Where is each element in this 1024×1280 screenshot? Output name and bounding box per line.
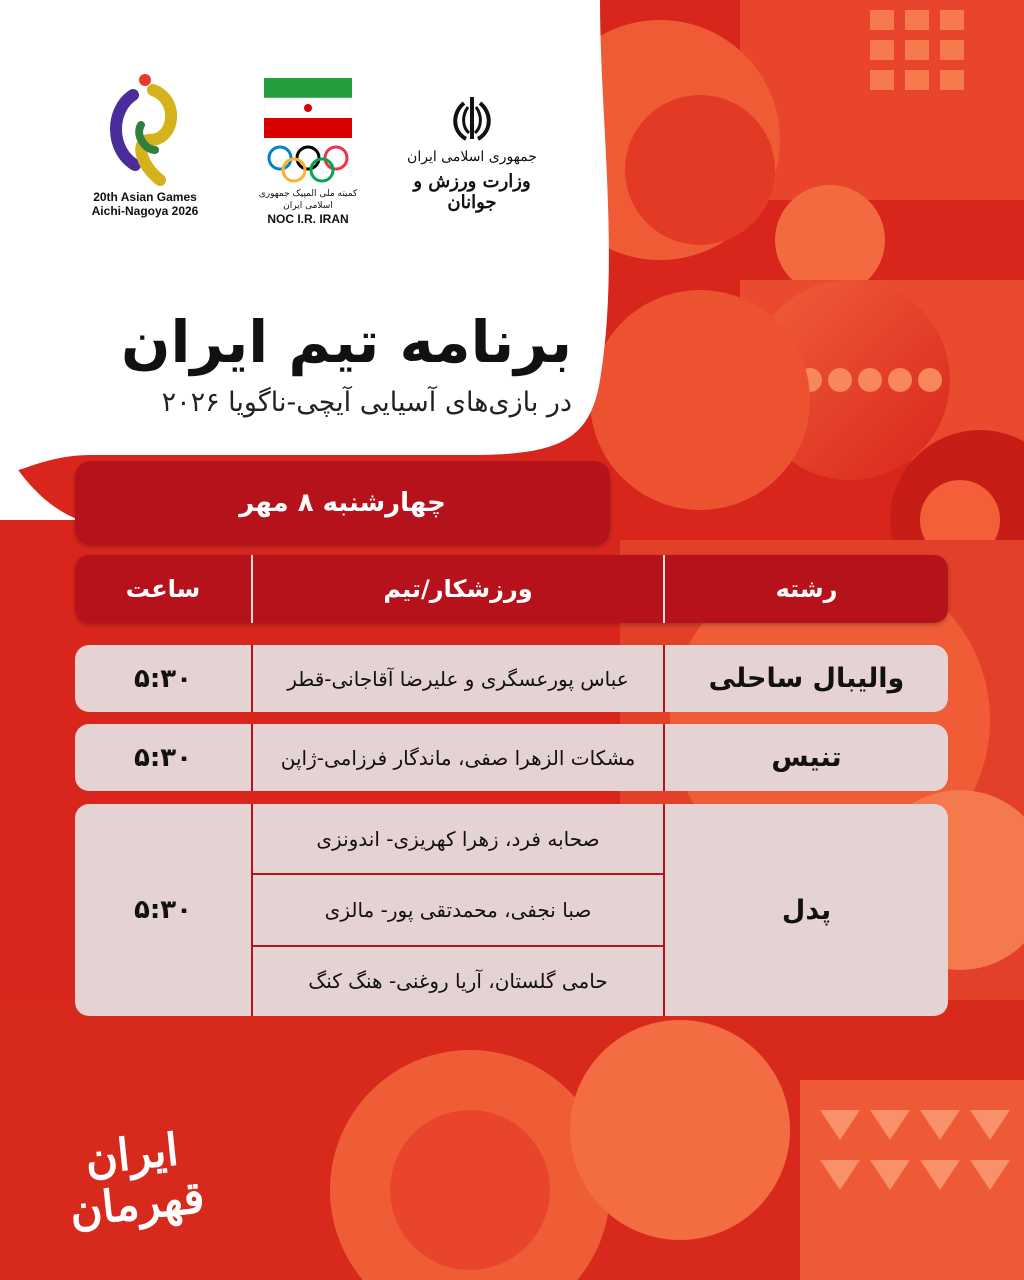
page-title: برنامه تیم ایران	[121, 308, 572, 376]
row-teams	[253, 645, 665, 712]
team-entry: مشکات الزهرا صفی، ماندگار فرزامی-ژاپن	[280, 745, 636, 770]
row-teams	[253, 724, 665, 791]
asian-games-emblem-icon	[105, 70, 185, 190]
row-time: ۵:۳۰	[75, 724, 253, 791]
row-sport: والیبال ساحلی	[708, 663, 905, 694]
column-team: ورزشکار/تیم	[253, 555, 665, 623]
day-header: چهارشنبه ۸ مهر	[75, 461, 610, 545]
noc-english-name: NOC I.R. IRAN	[267, 212, 349, 226]
ministry-logo	[392, 95, 552, 220]
table-row	[75, 645, 948, 712]
asian-games-caption-2: Aichi-Nagoya 2026	[91, 204, 199, 218]
page-subtitle: در بازی‌های آسیایی آیچی-ناگویا ۲۰۲۶	[161, 387, 572, 418]
ministry-line-1: جمهوری اسلامی ایران	[407, 149, 537, 165]
team-entry: صبا نجفی، محمدتقی پور- مالزی	[253, 873, 663, 944]
row-time: ۵:۳۰	[75, 645, 253, 712]
table-row	[75, 804, 948, 1016]
row-sport: پدل	[781, 894, 832, 926]
table-header	[75, 555, 948, 623]
asian-games-logo	[80, 70, 210, 230]
noc-logo	[258, 78, 358, 228]
team-entry: عباس پورعسگری و علیرضا آقاجانی-قطر	[287, 666, 629, 691]
row-time: ۵:۳۰	[75, 804, 253, 1016]
column-sport: رشته	[775, 575, 838, 603]
team-entry: صحابه فرد، زهرا کهریزی- اندونزی	[316, 826, 600, 851]
row-sport: تنیس	[771, 742, 842, 773]
olympic-rings-icon	[264, 144, 352, 184]
iran-flag-icon	[264, 78, 352, 140]
asian-games-caption-1: 20th Asian Games	[93, 190, 197, 204]
column-time: ساعت	[75, 555, 253, 623]
table-row	[75, 724, 948, 791]
ministry-line-2: وزارت ورزش و جوانان	[413, 171, 531, 213]
brand-logo: ایران قهرمان	[67, 1124, 207, 1237]
team-entry: حامی گلستان، آریا روغنی- هنگ کنگ	[253, 945, 663, 1016]
noc-persian-name: کمیته ملی المپیک جمهوری اسلامی ایران	[258, 189, 358, 211]
iran-emblem-icon	[452, 95, 492, 143]
row-teams	[253, 804, 665, 1016]
